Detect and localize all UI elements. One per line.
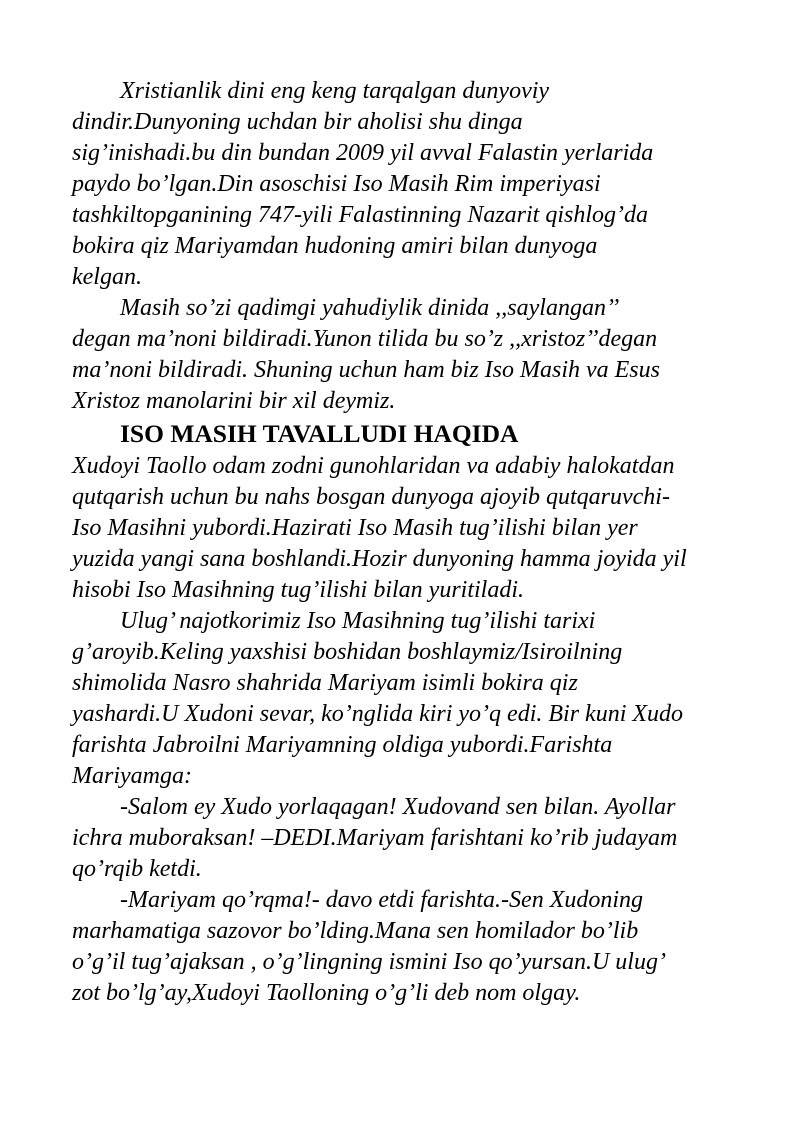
paragraph-masih-meaning: [72, 293, 772, 417]
text-line: farishta Jabroilni Mariyamning oldiga yubordi.Farishta: [72, 732, 613, 758]
text-line: Mariyamga:: [72, 763, 192, 789]
text-line: zot bo’lg’ay,Xudoyi Taolloning o’g’li deb nom olgay.: [72, 980, 581, 1006]
text-line: -Mariyam qo’rqma!- davo etdi farishta.-Sen Xudoning: [120, 887, 644, 913]
text-line: sig’inishadi.bu din bundan 2009 yil avval Falastin yerlarida: [72, 140, 654, 166]
text-line: Xristianlik dini eng keng tarqalgan dunyoviy: [120, 78, 550, 104]
paragraph-savior: [72, 451, 772, 606]
text-line: yashardi.U Xudoni sevar, ko’nglida kiri yo’q edi. Bir kuni Xudo: [72, 701, 684, 727]
text-line: paydo bo’lgan.Din asoschisi Iso Masih Rim imperiyasi: [72, 171, 601, 197]
text-line: Iso Masihni yubordi.Hazirati Iso Masih tug’ilishi bilan yer: [72, 515, 638, 541]
text-line: hisobi Iso Masihning tug’ilishi bilan yuritiladi.: [72, 577, 525, 603]
text-line: Xristoz manolarini bir xil deymiz.: [72, 388, 396, 414]
text-line: degan ma’noni bildiradi.Yunon tilida bu so’z ,,xristoz’’degan: [72, 326, 658, 352]
text-line: g’aroyib.Keling yaxshisi boshidan boshlaymiz/Isiroilning: [72, 639, 623, 665]
text-line: Xudoyi Taollo odam zodni gunohlaridan va adabiy halokatdan: [72, 453, 675, 479]
section-heading: ISO MASIH TAVALLUDI HAQIDA: [120, 419, 519, 448]
text-line: yuzida yangi sana boshlandi.Hozir dunyoning hamma joyida yil: [72, 546, 687, 572]
text-line: ma’noni bildiradi. Shuning uchun ham biz Iso Masih va Esus: [72, 357, 660, 383]
text-line: ichra muboraksan! –DEDI.Mariyam farishtani ko’rib judayam: [72, 825, 678, 851]
text-line: bokira qiz Mariyamdan hudoning amiri bilan dunyoga: [72, 233, 598, 259]
paragraph-birth-story: [72, 606, 772, 792]
text-line: qo’rqib ketdi.: [72, 856, 202, 882]
text-line: -Salom ey Xudo yorlaqagan! Xudovand sen bilan. Ayollar: [120, 794, 676, 820]
text-line: dindir.Dunyoning uchdan bir aholisi shu dinga: [72, 109, 523, 135]
document-page: [72, 76, 772, 1009]
paragraph-announcement: [72, 885, 772, 1009]
text-line: Ulug’ najotkorimiz Iso Masihning tug’ilishi tarixi: [120, 608, 596, 634]
paragraph-intro: [72, 76, 772, 293]
text-line: shimolida Nasro shahrida Mariyam isimli bokira qiz: [72, 670, 578, 696]
text-line: kelgan.: [72, 264, 142, 290]
paragraph-greeting: [72, 792, 772, 885]
text-line: qutqarish uchun bu nahs bosgan dunyoga ajoyib qutqaruvchi-: [72, 484, 670, 510]
text-line: Masih so’zi qadimgi yahudiylik dinida ,,saylangan’’: [120, 295, 620, 321]
text-line: o’g’il tug’ajaksan , o’g’lingning ismini Iso qo’yursan.U ulug’: [72, 949, 666, 975]
text-line: marhamatiga sazovor bo’lding.Mana sen homilador bo’lib: [72, 918, 639, 944]
text-line: tashkiltopganining 747-yili Falastinning Nazarit qishlog’da: [72, 202, 649, 228]
